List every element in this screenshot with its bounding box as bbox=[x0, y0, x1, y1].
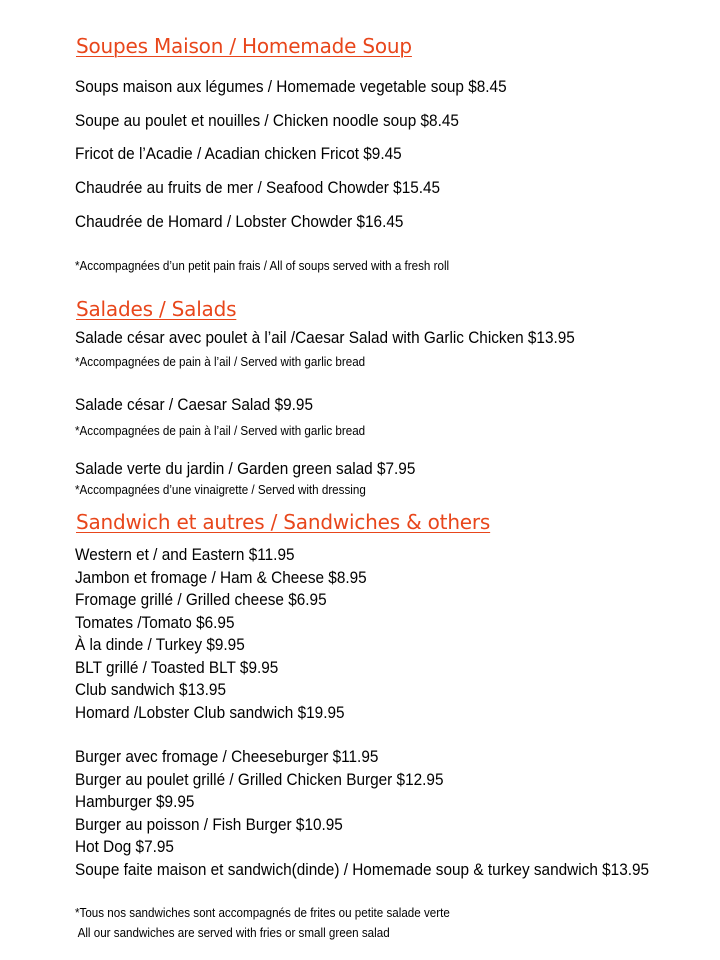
menu-item: BLT grillé / Toasted BLT $9.95 bbox=[75, 659, 279, 677]
menu-item: Soupe au poulet et nouilles / Chicken noodle soup $8.45 bbox=[75, 112, 459, 130]
salad-note: *Accompagnées de pain à l’ail / Served with garlic bread bbox=[75, 424, 366, 438]
menu-item: À la dinde / Turkey $9.95 bbox=[75, 636, 245, 654]
menu-item: Fricot de l’Acadie / Acadian chicken Fricot $9.45 bbox=[75, 145, 402, 163]
menu-item: Burger au poulet grillé / Grilled Chicken Burger $12.95 bbox=[75, 771, 444, 789]
sandwiches-note: *Tous nos sandwiches sont accompagnés de frites ou petite salade verte bbox=[75, 906, 450, 920]
menu-item: Soupe faite maison et sandwich(dinde) / Homemade soup & turkey sandwich $13.95 bbox=[75, 861, 650, 879]
menu-item: Salade césar / Caesar Salad $9.95 bbox=[75, 396, 314, 414]
menu-item: Salade césar avec poulet à l’ail /Caesar Salad with Garlic Chicken $13.95 bbox=[75, 329, 575, 347]
salad-note: *Accompagnées de pain à l’ail / Served with garlic bread bbox=[75, 355, 366, 369]
soups-note: *Accompagnées d’un petit pain frais / All of soups served with a fresh roll bbox=[75, 259, 450, 273]
menu-item: Chaudrée au fruits de mer / Seafood Chowder $15.45 bbox=[75, 179, 441, 197]
menu-item: Hamburger $9.95 bbox=[75, 793, 195, 811]
menu-item: Salade verte du jardin / Garden green salad $7.95 bbox=[75, 460, 416, 478]
sandwiches-note: All our sandwiches are served with fries or small green salad bbox=[75, 926, 390, 940]
menu-item: Burger avec fromage / Cheeseburger $11.95 bbox=[75, 748, 379, 766]
menu-item: Hot Dog $7.95 bbox=[75, 838, 174, 856]
salad-note: *Accompagnées d’une vinaigrette / Served with dressing bbox=[75, 483, 366, 497]
menu-item: Jambon et fromage / Ham & Cheese $8.95 bbox=[75, 569, 367, 587]
menu-item: Homard /Lobster Club sandwich $19.95 bbox=[75, 704, 345, 722]
menu-item: Chaudrée de Homard / Lobster Chowder $16.45 bbox=[75, 213, 404, 231]
menu-item: Soups maison aux légumes / Homemade vegetable soup $8.45 bbox=[75, 78, 507, 96]
menu-item: Burger au poisson / Fish Burger $10.95 bbox=[75, 816, 343, 834]
menu-item: Western et / and Eastern $11.95 bbox=[75, 546, 295, 564]
menu-item: Fromage grillé / Grilled cheese $6.95 bbox=[75, 591, 327, 609]
menu-item: Tomates /Tomato $6.95 bbox=[75, 614, 235, 632]
section-heading-soups: Soupes Maison / Homemade Soup bbox=[76, 34, 412, 58]
section-heading-salads: Salades / Salads bbox=[76, 297, 237, 321]
section-heading-sandwiches: Sandwich et autres / Sandwiches & others bbox=[76, 510, 491, 534]
menu-item: Club sandwich $13.95 bbox=[75, 681, 226, 699]
